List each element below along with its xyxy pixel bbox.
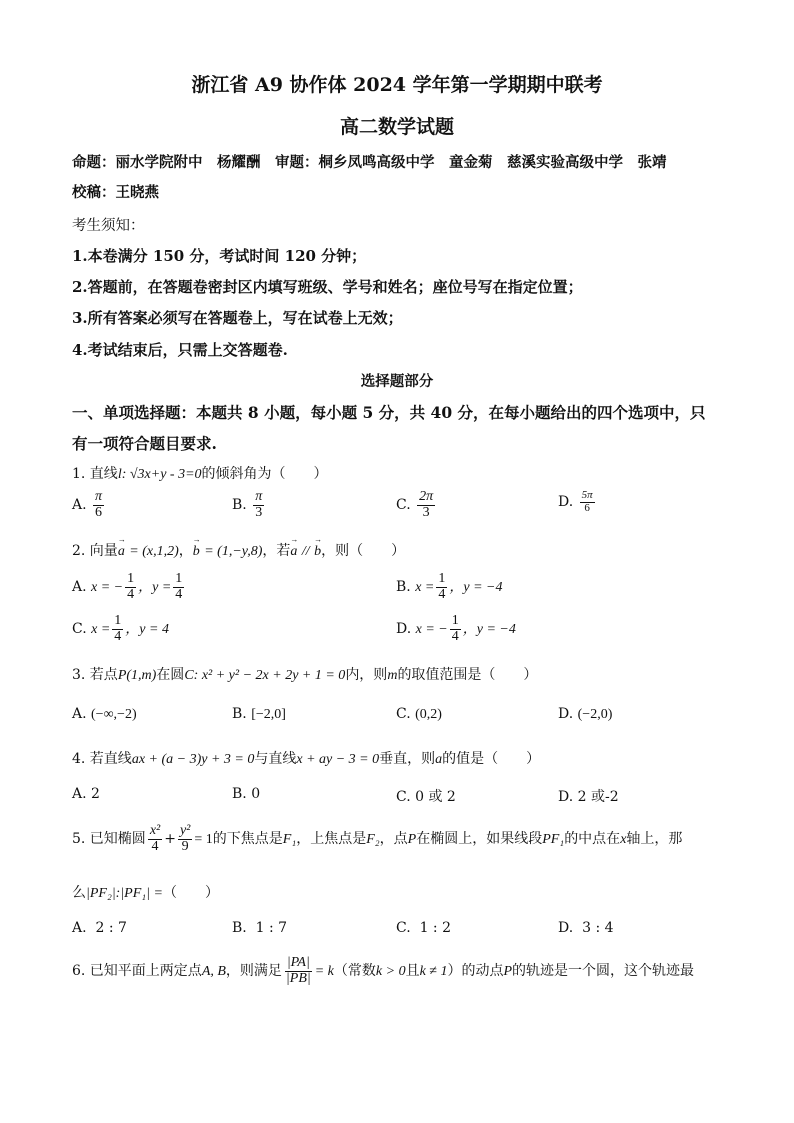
question-2-option-a: A. x = − $\frac{1}{4}$ ，y = $\frac{1}{4}$ [72, 571, 183, 602]
notice-item: 3.所有答案必须写在答题卷上，写在试卷上无效； [72, 309, 403, 327]
question-5-option-c: C. 1 : 2 [396, 920, 452, 936]
credits-line-1: 命题：丽水学院附中 杨耀酬 审题：桐乡凤鸣高级中学 童金菊 慈溪实验高级中学 张靖 [72, 154, 667, 171]
question-4-option-b: B. 0 [232, 786, 261, 802]
question-1-stem: 1. 直线l: √3x+y - 3=0的倾斜角为（ ） [72, 466, 328, 482]
question-5-option-a: A. 2 : 7 [72, 920, 127, 936]
question-3-option-c: C. (0,2) [396, 706, 442, 722]
question-1-option-c: C. $\frac{2\pi}{3}$ [396, 489, 434, 520]
question-2-option-c: C. x = $\frac{1}{4}$ ，y = 4 [72, 613, 169, 644]
question-4-option-c: C. 0 或 2 [396, 789, 456, 805]
question-5-option-d: D. 3 : 4 [558, 920, 614, 936]
part-heading-line-2: 有一项符合题目要求. [72, 434, 217, 453]
section-label: 选择题部分 [360, 373, 434, 390]
question-4-stem: 4. 若直线ax + (a − 3)y + 3 = 0与直线x + ay − 3 = 0垂直，则a的值是（ ） [72, 751, 541, 767]
question-1-option-a: A. $\frac{\pi}{6}$ [72, 489, 103, 520]
part-heading-line-1: 一、单项选择题：本题共 8 小题，每小题 5 分，共 40 分，在每小题给出的四个选项中，只 [72, 403, 706, 422]
question-1-option-b: B. $\frac{\pi}{3}$ [232, 489, 263, 520]
credits-line-2: 校稿：王晓燕 [72, 184, 159, 201]
notice-item: 2.答题前，在答题卷密封区内填写班级、学号和姓名；座位号写在指定位置； [72, 278, 583, 296]
question-5-stem-line-2: 么|PF₂|:|PF₁| =（ ） [72, 885, 219, 901]
exam-title: 浙江省 A9 协作体 2024 学年第一学期期中联考 [191, 74, 603, 96]
notice-heading: 考生须知： [72, 218, 145, 234]
question-2-option-d: D. x = − $\frac{1}{4}$ ，y = −4 [396, 613, 516, 644]
question-2-stem: 2. 向量→ a = (x,1,2)，→ b = (1,−y,8)，若→ a // → b，则（ ） [72, 540, 405, 560]
question-3-option-a: A. (−∞,−2) [72, 706, 137, 722]
question-5-option-b: B. 1 : 7 [232, 920, 288, 936]
question-5-stem: 5. 已知椭圆 $\frac{\text{x²}}{4}$ + $\frac{\text{y²}}{9}$ = 1的下焦点是F₁，上焦点是F₂，点P在椭圆上，如果线段PF₁的中点在x轴上，那 [72, 823, 683, 854]
exam-subtitle: 高二数学试题 [339, 116, 454, 138]
question-3-stem: 3. 若点P(1,m)在圆C: x² + y² − 2x + 2y + 1 = 0内，则m的取值范围是（ ） [72, 667, 538, 683]
question-1-option-d: D. $\frac{5\pi}{6}$ [558, 489, 593, 514]
question-3-option-b: B. [−2,0] [232, 706, 286, 722]
notice-item: 4.考试结束后，只需上交答题卷. [72, 341, 288, 359]
notice-item: 1.本卷满分 150 分，考试时间 120 分钟； [72, 247, 367, 265]
question-3-option-d: D. (−2,0) [558, 706, 613, 722]
question-4-option-d: D. 2 或-2 [558, 789, 619, 805]
question-2-option-b: B. x = $\frac{1}{4}$ ，y = −4 [396, 571, 503, 602]
question-6-stem: 6. 已知平面上两定点A, B，则满足 $\frac{|PA|}{|PB|}$ = k（常数k > 0且k ≠ 1）的动点P的轨迹是一个圆，这个轨迹最 [72, 955, 695, 986]
question-4-option-a: A. 2 [72, 786, 100, 802]
